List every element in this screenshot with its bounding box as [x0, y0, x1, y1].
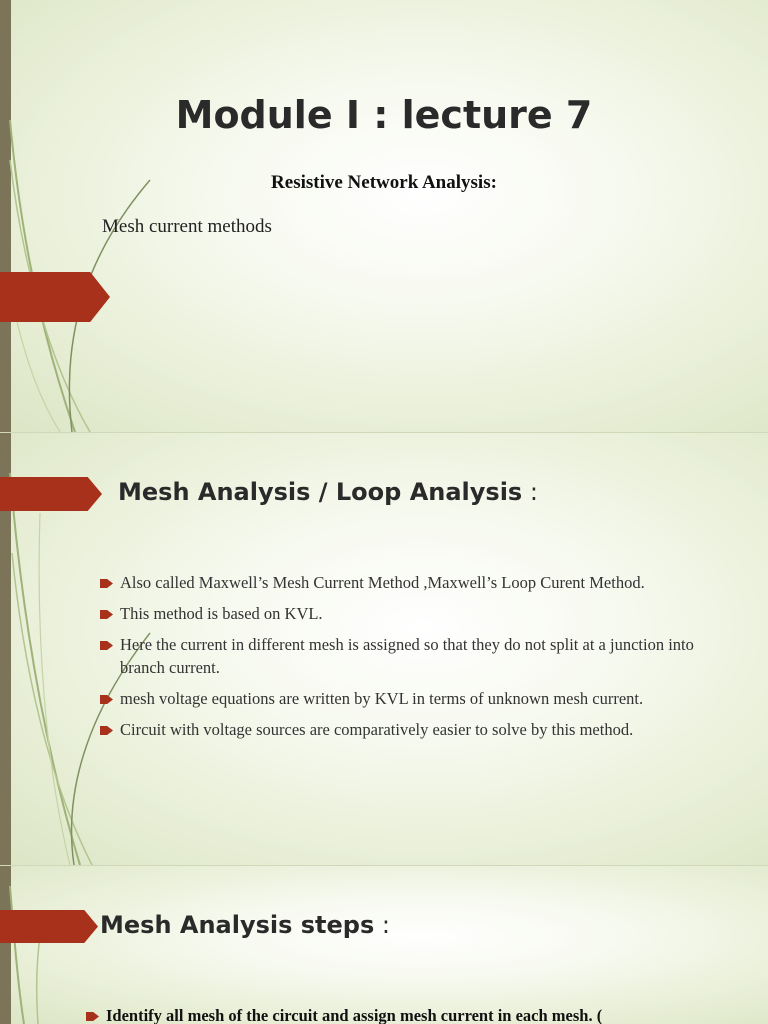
bullet-text: This method is based on KVL. — [120, 604, 323, 623]
arrow-bullet-icon — [100, 641, 113, 650]
arrow-bullet-icon — [86, 1012, 99, 1021]
slide-3 — [0, 866, 768, 1024]
arrow-bullet-icon — [100, 695, 113, 704]
bullet-item — [98, 602, 738, 625]
heading-colon: : — [522, 478, 538, 506]
bullet-text: mesh voltage equations are written by KVL in terms of unknown mesh current. — [120, 689, 644, 708]
section-heading — [118, 478, 538, 506]
decorative-swoosh — [0, 866, 768, 1024]
bullet-text: Also called Maxwell’s Mesh Current Method ,Maxwell’s Loop Curent Method. — [120, 573, 645, 592]
bullet-item — [98, 571, 738, 594]
accent-tab — [0, 477, 102, 511]
arrow-bullet-icon — [100, 610, 113, 619]
arrow-bullet-icon — [100, 726, 113, 735]
heading-text: Mesh Analysis / Loop Analysis — [118, 478, 523, 506]
bullet-item — [98, 687, 738, 710]
arrow-bullet-icon — [100, 579, 113, 588]
bullet-list — [84, 1004, 764, 1024]
bullet-text: Circuit with voltage sources are comparatively easier to solve by this method. — [120, 720, 634, 739]
bullet-item — [98, 633, 738, 679]
heading-text: Mesh Analysis steps — [100, 911, 375, 939]
accent-tab — [0, 272, 110, 322]
bullet-text: Here the current in different mesh is assigned so that they do not split at a junction into branch current. — [120, 635, 694, 677]
bullet-text: Identify all mesh of the circuit and assign mesh current in each mesh. ( — [106, 1006, 603, 1024]
slide-1 — [0, 0, 768, 432]
bullet-item — [84, 1004, 764, 1024]
slide-subtitle: Resistive Network Analysis: — [271, 172, 497, 193]
section-heading — [100, 911, 390, 939]
slide-2 — [0, 433, 768, 865]
slide-text: Mesh current methods — [102, 216, 272, 237]
accent-tab — [0, 910, 98, 943]
bullet-list — [98, 571, 738, 749]
left-bar — [0, 0, 11, 432]
slide-title: Module I : lecture 7 — [175, 93, 593, 137]
heading-colon: : — [374, 911, 390, 939]
left-bar — [0, 866, 11, 1024]
bullet-item — [98, 718, 738, 741]
